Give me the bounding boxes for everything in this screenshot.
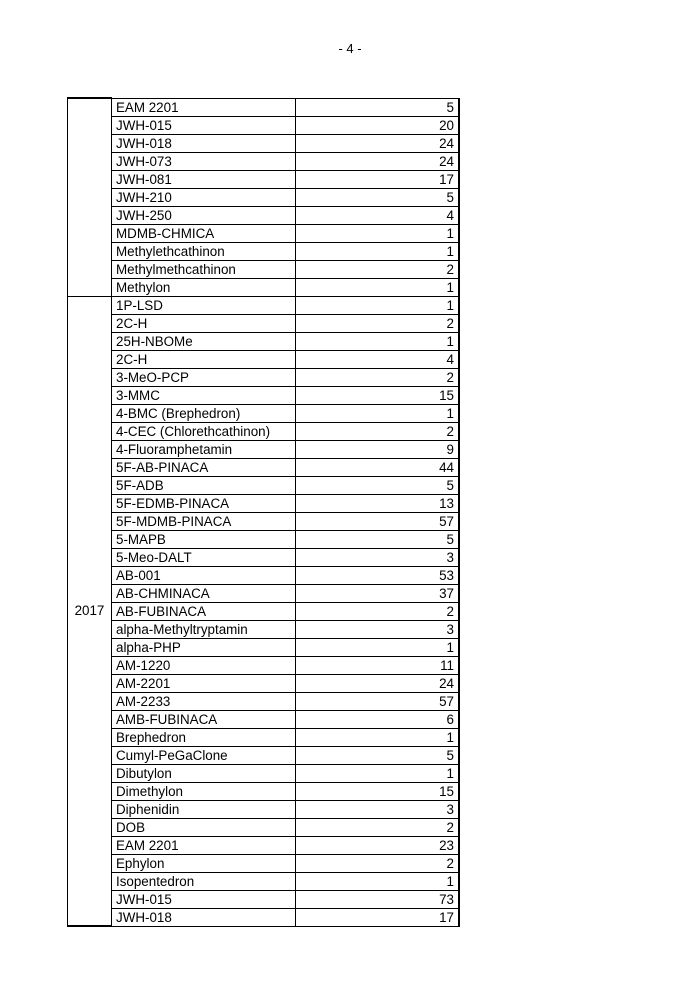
count-cell: 13 bbox=[296, 494, 460, 512]
table-row bbox=[68, 134, 460, 152]
substance-name-cell: JWH-073 bbox=[112, 152, 296, 170]
substance-name-cell: AB-CHMINACA bbox=[112, 584, 296, 602]
table-row bbox=[68, 494, 460, 512]
substance-name-cell: JWH-018 bbox=[112, 134, 296, 152]
table-row bbox=[68, 818, 460, 836]
table-row bbox=[68, 188, 460, 206]
table-row bbox=[68, 890, 460, 908]
substance-name-cell: Methylethcathinon bbox=[112, 242, 296, 260]
table-body bbox=[68, 98, 460, 926]
count-cell: 2 bbox=[296, 368, 460, 386]
count-cell: 1 bbox=[296, 764, 460, 782]
count-cell: 5 bbox=[296, 98, 460, 116]
count-cell: 57 bbox=[296, 512, 460, 530]
count-cell: 4 bbox=[296, 350, 460, 368]
count-cell: 3 bbox=[296, 620, 460, 638]
substance-name-cell: alpha-PHP bbox=[112, 638, 296, 656]
substance-name-cell: Cumyl-PeGaClone bbox=[112, 746, 296, 764]
count-cell: 1 bbox=[296, 278, 460, 296]
count-cell: 1 bbox=[296, 242, 460, 260]
substance-name-cell: JWH-018 bbox=[112, 908, 296, 926]
table-row bbox=[68, 638, 460, 656]
count-cell: 3 bbox=[296, 548, 460, 566]
table-row bbox=[68, 692, 460, 710]
count-cell: 9 bbox=[296, 440, 460, 458]
substance-name-cell: JWH-015 bbox=[112, 116, 296, 134]
count-cell: 3 bbox=[296, 800, 460, 818]
count-cell: 17 bbox=[296, 908, 460, 926]
substance-name-cell: 3-MeO-PCP bbox=[112, 368, 296, 386]
table-row bbox=[68, 710, 460, 728]
table-row bbox=[68, 512, 460, 530]
substance-name-cell: alpha-Methyltryptamin bbox=[112, 620, 296, 638]
count-cell: 15 bbox=[296, 782, 460, 800]
count-cell: 1 bbox=[296, 638, 460, 656]
substance-name-cell: Isopentedron bbox=[112, 872, 296, 890]
table-row bbox=[68, 170, 460, 188]
substance-name-cell: 3-MMC bbox=[112, 386, 296, 404]
table-row bbox=[68, 260, 460, 278]
count-cell: 11 bbox=[296, 656, 460, 674]
table-row bbox=[68, 908, 460, 926]
table-row bbox=[68, 422, 460, 440]
substance-name-cell: Diphenidin bbox=[112, 800, 296, 818]
count-cell: 1 bbox=[296, 872, 460, 890]
table-row bbox=[68, 368, 460, 386]
count-cell: 24 bbox=[296, 152, 460, 170]
count-cell: 1 bbox=[296, 296, 460, 314]
table-row bbox=[68, 98, 460, 116]
substance-name-cell: 5F-AB-PINACA bbox=[112, 458, 296, 476]
table-row bbox=[68, 656, 460, 674]
count-cell: 5 bbox=[296, 530, 460, 548]
table-row bbox=[68, 764, 460, 782]
year-cell bbox=[68, 98, 112, 296]
count-cell: 53 bbox=[296, 566, 460, 584]
substance-name-cell: JWH-015 bbox=[112, 890, 296, 908]
table-row bbox=[68, 602, 460, 620]
count-cell: 5 bbox=[296, 476, 460, 494]
table-row bbox=[68, 872, 460, 890]
count-cell: 57 bbox=[296, 692, 460, 710]
count-cell: 24 bbox=[296, 674, 460, 692]
substance-name-cell: Dibutylon bbox=[112, 764, 296, 782]
table-row bbox=[68, 242, 460, 260]
count-cell: 15 bbox=[296, 386, 460, 404]
substance-name-cell: AM-2201 bbox=[112, 674, 296, 692]
count-cell: 24 bbox=[296, 134, 460, 152]
substance-name-cell: AB-001 bbox=[112, 566, 296, 584]
substance-name-cell: EAM 2201 bbox=[112, 836, 296, 854]
count-cell: 2 bbox=[296, 818, 460, 836]
table-row bbox=[68, 332, 460, 350]
substance-name-cell: 5F-EDMB-PINACA bbox=[112, 494, 296, 512]
count-cell: 4 bbox=[296, 206, 460, 224]
substance-name-cell: AMB-FUBINACA bbox=[112, 710, 296, 728]
table-row bbox=[68, 350, 460, 368]
count-cell: 1 bbox=[296, 332, 460, 350]
count-cell: 73 bbox=[296, 890, 460, 908]
substance-table bbox=[67, 97, 460, 927]
count-cell: 2 bbox=[296, 314, 460, 332]
count-cell: 20 bbox=[296, 116, 460, 134]
substance-name-cell: 4-BMC (Brephedron) bbox=[112, 404, 296, 422]
table-row bbox=[68, 206, 460, 224]
table-row bbox=[68, 530, 460, 548]
substance-name-cell: JWH-250 bbox=[112, 206, 296, 224]
table-row bbox=[68, 386, 460, 404]
table-row bbox=[68, 746, 460, 764]
substance-name-cell: 5-Meo-DALT bbox=[112, 548, 296, 566]
count-cell: 5 bbox=[296, 188, 460, 206]
substance-name-cell: Methylmethcathinon bbox=[112, 260, 296, 278]
table-row bbox=[68, 458, 460, 476]
substance-name-cell: Ephylon bbox=[112, 854, 296, 872]
count-cell: 23 bbox=[296, 836, 460, 854]
table-row bbox=[68, 476, 460, 494]
table-row bbox=[68, 800, 460, 818]
table-row bbox=[68, 152, 460, 170]
substance-name-cell: MDMB-CHMICA bbox=[112, 224, 296, 242]
count-cell: 1 bbox=[296, 224, 460, 242]
table-row bbox=[68, 782, 460, 800]
substance-name-cell: 1P-LSD bbox=[112, 296, 296, 314]
count-cell: 1 bbox=[296, 404, 460, 422]
substance-name-cell: 4-CEC (Chlorethcathinon) bbox=[112, 422, 296, 440]
count-cell: 2 bbox=[296, 602, 460, 620]
substance-name-cell: DOB bbox=[112, 818, 296, 836]
year-cell: 2017 bbox=[68, 296, 112, 926]
table-row bbox=[68, 296, 460, 314]
table-row bbox=[68, 116, 460, 134]
substance-name-cell: AM-1220 bbox=[112, 656, 296, 674]
substance-name-cell: 2C-H bbox=[112, 314, 296, 332]
substance-name-cell: 4-Fluoramphetamin bbox=[112, 440, 296, 458]
table-row bbox=[68, 440, 460, 458]
count-cell: 44 bbox=[296, 458, 460, 476]
substance-name-cell: AM-2233 bbox=[112, 692, 296, 710]
substance-name-cell: 5F-ADB bbox=[112, 476, 296, 494]
substance-name-cell: 5-MAPB bbox=[112, 530, 296, 548]
substance-name-cell: Brephedron bbox=[112, 728, 296, 746]
substance-name-cell: Methylon bbox=[112, 278, 296, 296]
substance-name-cell: AB-FUBINACA bbox=[112, 602, 296, 620]
count-cell: 5 bbox=[296, 746, 460, 764]
table-row bbox=[68, 836, 460, 854]
substance-name-cell: EAM 2201 bbox=[112, 98, 296, 116]
table-row bbox=[68, 548, 460, 566]
table-row bbox=[68, 314, 460, 332]
table-row bbox=[68, 854, 460, 872]
count-cell: 17 bbox=[296, 170, 460, 188]
page-number: - 4 - bbox=[338, 41, 362, 56]
table-row bbox=[68, 566, 460, 584]
table-row bbox=[68, 278, 460, 296]
count-cell: 1 bbox=[296, 728, 460, 746]
count-cell: 2 bbox=[296, 260, 460, 278]
table-row bbox=[68, 620, 460, 638]
table-row bbox=[68, 224, 460, 242]
table-row bbox=[68, 584, 460, 602]
substance-name-cell: 5F-MDMB-PINACA bbox=[112, 512, 296, 530]
substance-name-cell: Dimethylon bbox=[112, 782, 296, 800]
count-cell: 2 bbox=[296, 422, 460, 440]
substance-name-cell: JWH-081 bbox=[112, 170, 296, 188]
count-cell: 2 bbox=[296, 854, 460, 872]
substance-name-cell: JWH-210 bbox=[112, 188, 296, 206]
table-row bbox=[68, 404, 460, 422]
count-cell: 37 bbox=[296, 584, 460, 602]
table-row bbox=[68, 728, 460, 746]
table-row bbox=[68, 674, 460, 692]
substance-name-cell: 25H-NBOMe bbox=[112, 332, 296, 350]
count-cell: 6 bbox=[296, 710, 460, 728]
substance-name-cell: 2C-H bbox=[112, 350, 296, 368]
